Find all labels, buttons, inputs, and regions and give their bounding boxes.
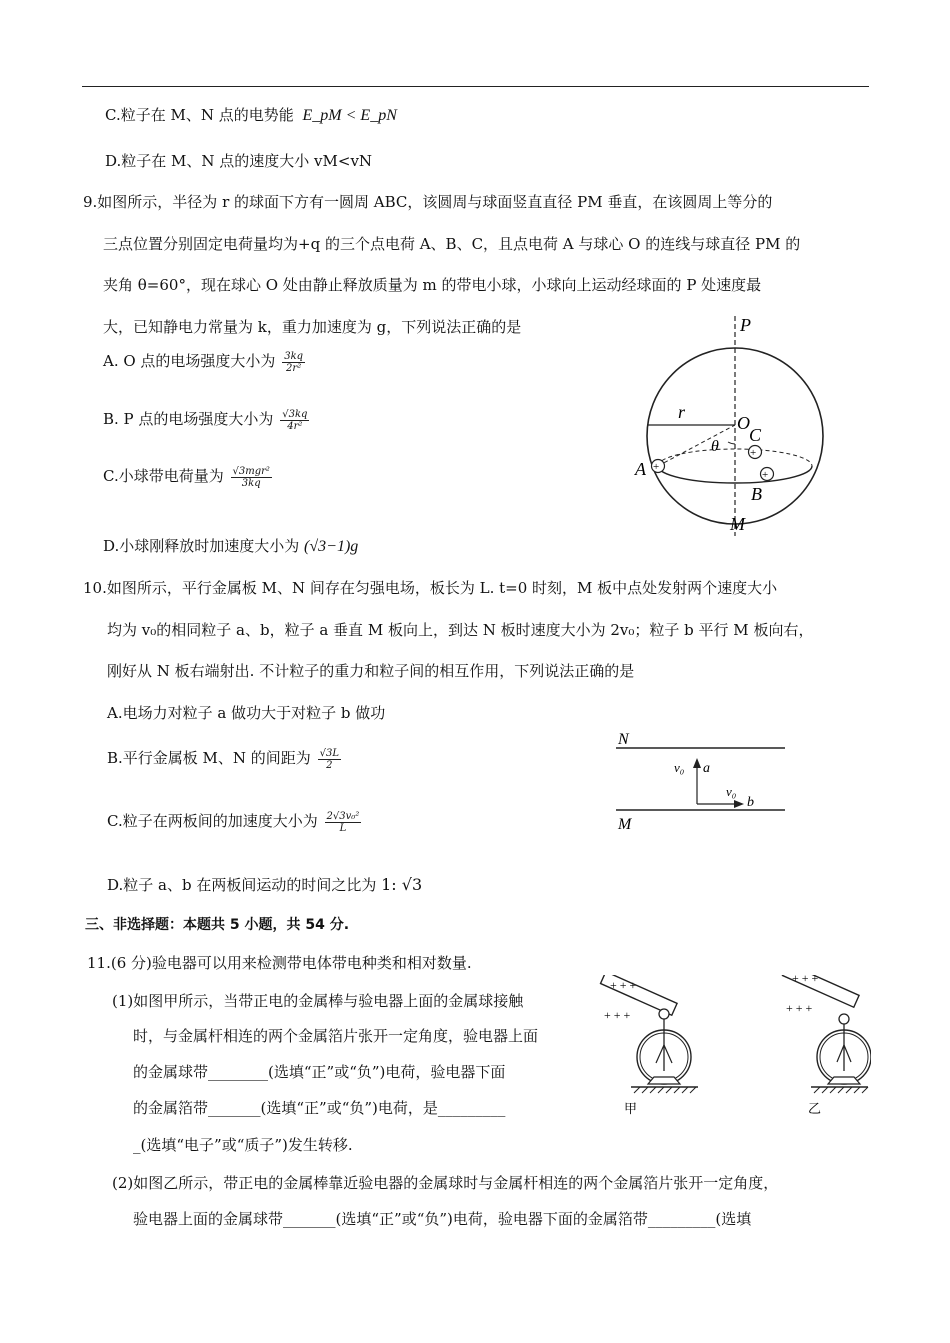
- ao-line: [658, 425, 735, 466]
- label-c: C: [749, 425, 762, 445]
- svg-text:+: +: [750, 447, 757, 459]
- svg-text:+: +: [653, 461, 660, 473]
- q10-option-d: D.粒子 a、b 在两板间运动的时间之比为 1: √3: [107, 875, 423, 894]
- label-v0-a: v₀: [674, 760, 685, 775]
- label-n: N: [618, 731, 629, 748]
- svg-text:+: +: [762, 469, 769, 481]
- label-p: P: [740, 315, 751, 335]
- q11-p1-line-4: 的金属箔带_______(选填“正”或“负”)电荷，是_________: [133, 1099, 506, 1117]
- label-m: M: [730, 514, 745, 534]
- label-b: B: [751, 484, 762, 504]
- section-3-heading: 三、非选择题：本题共 5 小题，共 54 分.: [85, 917, 350, 933]
- label-yi: 乙: [808, 1101, 822, 1116]
- q8-option-c-math: E_pM < E_pN: [302, 107, 397, 124]
- q8-option-c: C.粒子在 M、N 点的电势能 E_pM < E_pN: [105, 106, 397, 124]
- label-theta: θ: [711, 438, 719, 455]
- plates-figure: [610, 728, 790, 836]
- q9-stem-line-1: 9.如图所示，半径为 r 的球面下方有一圆周 ABC，该圆周与球面竖直直径 PM 垂直，在该圆周上等分的: [83, 193, 773, 211]
- plus-top-jia: + + +: [610, 978, 637, 992]
- q9-stem-line-2: 三点位置分别固定电荷量均为+q 的三个点电荷 A、B、C，且点电荷 A 与球心 O 的连线与球直径 PM 的: [103, 235, 801, 253]
- label-a: a: [703, 761, 710, 776]
- q9-stem-line-4: 大，已知静电力常量为 k，重力加速度为 g，下列说法正确的是: [103, 318, 522, 336]
- q10-option-a: A.电场力对粒子 a 做功大于对粒子 b 做功: [107, 704, 386, 722]
- q9-option-c-fraction: $\frac{\text{√3mgr²}}{3kq}$: [232, 465, 270, 489]
- header-rule: [82, 86, 869, 87]
- q10-option-c-fraction: $\frac{\text{2√3v₀²}}{L}$: [326, 810, 360, 834]
- sphere-figure: [625, 308, 835, 540]
- q9-stem-line-3: 夹角 θ=60°，现在球心 O 处由静止释放质量为 m 的带电小球，小球向上运动经球面的 P 处速度最: [103, 276, 762, 294]
- q11-p1-line-1: (1)如图甲所示，当带正电的金属棒与验电器上面的金属球接触: [112, 992, 524, 1010]
- q11-stem: 11.(6 分)验电器可以用来检测带电体带电种类和相对数量.: [87, 954, 472, 972]
- q9-option-c: C.小球带电荷量为 $\frac{\text{√3mgr²}}{3kq}$: [103, 465, 270, 489]
- q10-stem-line-2: 均为 v₀的相同粒子 a、b，粒子 a 垂直 M 板向上，到达 N 板时速度大小为 2v₀；粒子 b 平行 M 板向右，: [107, 621, 814, 639]
- plus-bottom-yi: + + +: [786, 1001, 813, 1015]
- q11-p1-line-5: _(选填“电子”或“质子”)发生转移.: [133, 1136, 353, 1154]
- electroscope-figures: [596, 975, 871, 1117]
- q11-p1-line-2: 时，与金属杆相连的两个金属箔片张开一定角度，验电器上面: [133, 1027, 539, 1045]
- label-jia: 甲: [624, 1101, 638, 1116]
- q9-option-a-fraction: $\frac{3kq}{\text{2r²}}$: [284, 350, 304, 374]
- q11-p1-line-3: 的金属球带________(选填“正”或“负”)电荷，验电器下面: [133, 1063, 506, 1081]
- electroscope-yi: [783, 975, 871, 1116]
- plus-top-yi: + + +: [792, 975, 819, 985]
- q10-stem-line-3: 刚好从 N 板右端射出. 不计粒子的重力和粒子间的相互作用，下列说法正确的是: [107, 662, 635, 680]
- q10-option-b-fraction: $\frac{√3L}{2}$: [319, 747, 339, 771]
- label-a: A: [635, 459, 646, 479]
- q10-option-b: B.平行金属板 M、N 的间距为 $\frac{√3L}{2}$: [107, 747, 339, 771]
- q9-option-a: A. O 点的电场强度大小为 $\frac{3kq}{\text{2r²}}$: [103, 350, 304, 374]
- label-o: O: [737, 413, 750, 433]
- q10-option-c: C.粒子在两板间的加速度大小为 $\frac{\text{2√3v₀²}}{L}$: [107, 810, 360, 834]
- q9-option-b-fraction: $\frac{√3kq}{\text{4r²}}$: [282, 408, 308, 432]
- electroscope-jia: [601, 975, 698, 1116]
- q9-option-d-math: (√3−1)g: [304, 538, 359, 555]
- q10-option-d-math: 1: √3: [381, 875, 423, 894]
- label-r: r: [678, 402, 686, 422]
- label-v0-b: v₀: [726, 784, 737, 799]
- q11-p2-line-1: (2)如图乙所示，带正电的金属棒靠近验电器的金属球时与金属杆相连的两个金属箔片张开一定角度，: [112, 1174, 779, 1192]
- label-m: M: [618, 816, 632, 833]
- label-b: b: [747, 795, 754, 810]
- q9-option-b: B. P 点的电场强度大小为 $\frac{√3kq}{\text{4r²}}$: [103, 408, 308, 432]
- plus-bottom-jia: + + +: [604, 1008, 631, 1022]
- q8-option-d: D.粒子在 M、N 点的速度大小 vM<vN: [105, 152, 373, 170]
- q9-option-d: D.小球刚释放时加速度大小为 (√3−1)g: [103, 537, 359, 555]
- q10-stem-line-1: 10.如图所示，平行金属板 M、N 间存在匀强电场，板长为 L. t=0 时刻，M 板中点处发射两个速度大小: [83, 579, 778, 597]
- q11-p2-line-2: 验电器上面的金属球带_______(选填“正”或“负”)电荷，验电器下面的金属箔带_________(选填: [133, 1210, 752, 1228]
